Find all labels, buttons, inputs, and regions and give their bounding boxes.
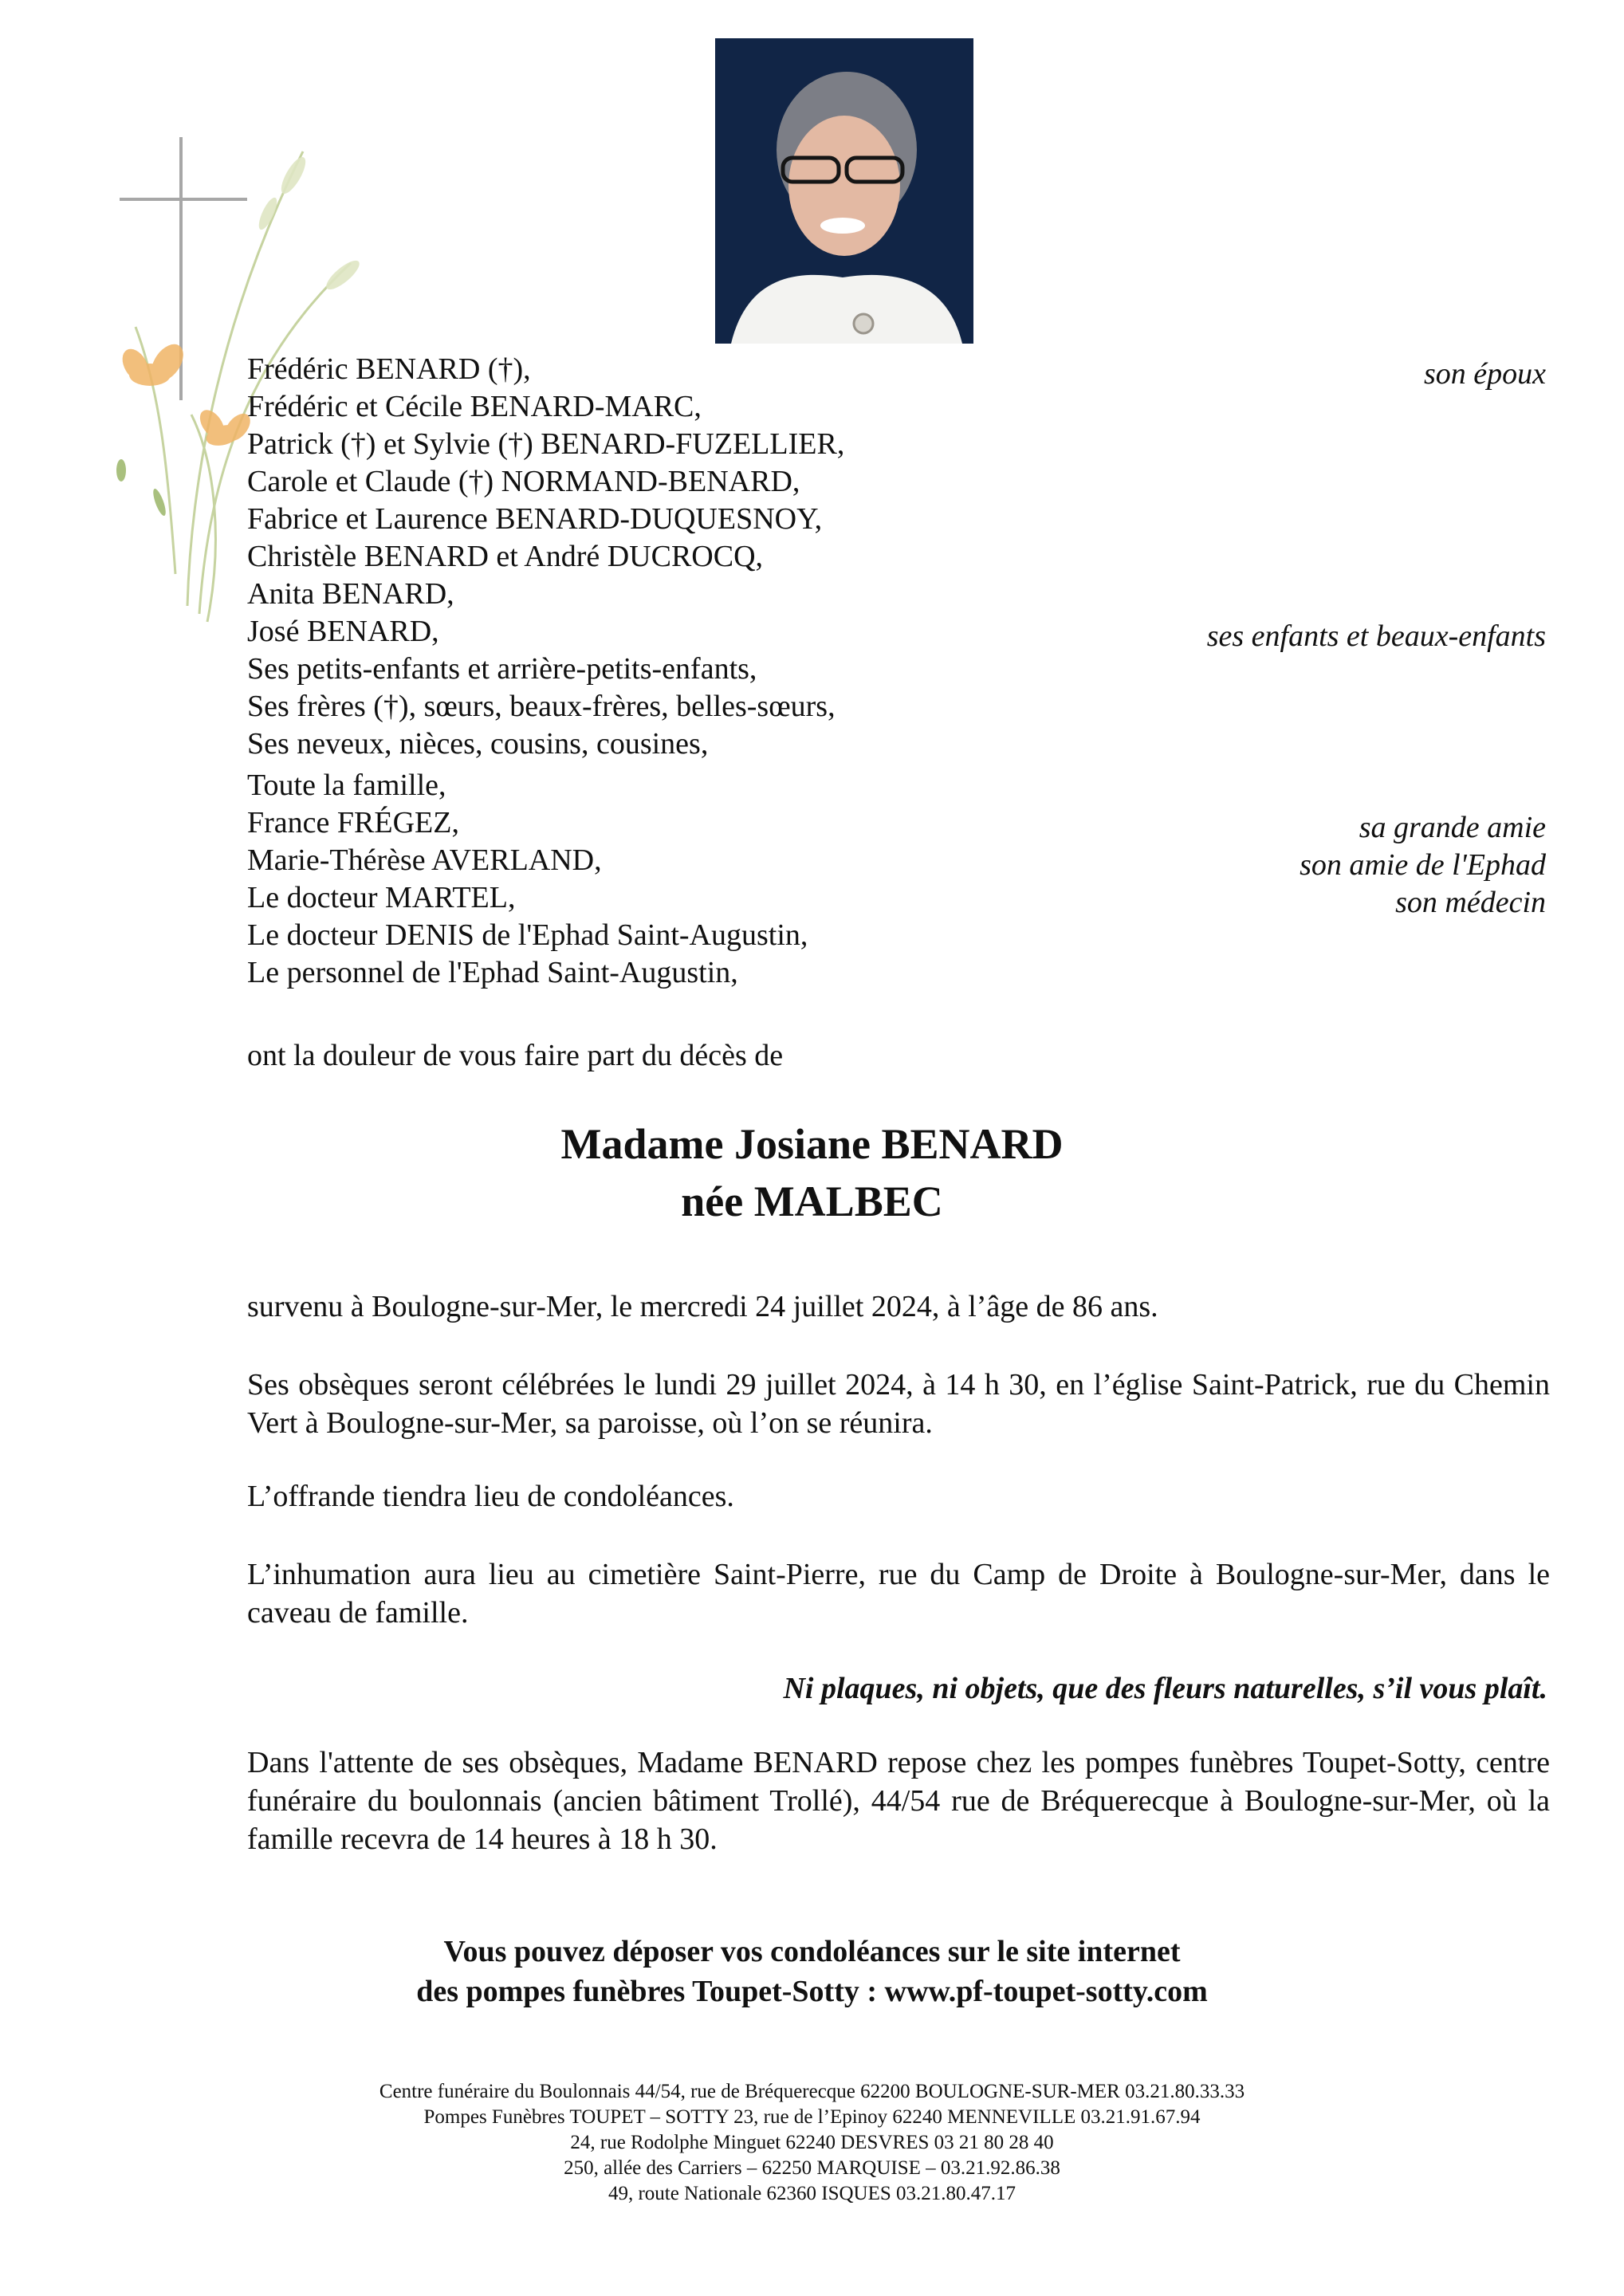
burial-paragraph: L’inhumation aura lieu au cimetière Saint-Pierre, rue du Camp de Droite à Boulogne-sur-Mer, dans le caveau de famille. [247,1558,1550,1630]
deceased-name: Madame Josiane BENARD [560,1120,1064,1168]
family-member: Ses frères (†), sœurs, beaux-frères, belles-sœurs, [247,690,836,723]
relation-friend: sa grande amie [1359,811,1546,844]
footer-address-line: Pompes Funèbres TOUPET – SOTTY 23, rue de l’Epinoy 62240 MENNEVILLE 03.21.91.67.94 [423,2106,1201,2128]
condolences-website-line-2: des pompes funèbres Toupet-Sotty : www.pf-toupet-sotty.com [416,1975,1208,2008]
family-member: Patrick (†) et Sylvie (†) BENARD-FUZELLIER, [247,427,845,461]
family-member: Frédéric BENARD (†), [247,352,531,386]
family-member: José BENARD, [247,615,439,648]
family-member: Anita BENARD, [247,577,454,611]
family-member: France FRÉGEZ, [247,806,459,839]
portrait-photo [715,38,973,344]
relation-spouse: son époux [1423,357,1546,391]
family-member: Toute la famille, [247,769,446,802]
rest-paragraph: Dans l'attente de ses obsèques, Madame BENARD repose chez les pompes funèbres Toupet-Sotty, centre funéraire du boulonnais (ancien bâtiment Trollé), 44/54 rue de Bréquerecque à Boulogne-sur-Mer, où la famille recevra de 14 heures à 18 h 30. [247,1746,1550,1856]
footer-address-line: 49, route Nationale 62360 ISQUES 03.21.80.47.17 [608,2183,1016,2204]
family-member: Fabrice et Laurence BENARD-DUQUESNOY, [247,502,823,536]
family-member: Le docteur MARTEL, [247,881,516,914]
deceased-maiden-name: née MALBEC [681,1177,943,1225]
family-member: Ses petits-enfants et arrière-petits-enfants, [247,652,757,686]
flowers-notice: Ni plaques, ni objets, que des fleurs naturelles, s’il vous plaît. [783,1672,1547,1705]
family-member: Le docteur DENIS de l'Ephad Saint-Augustin, [247,918,808,952]
relation-doctor: son médecin [1395,886,1546,919]
relation-ephad-friend: son amie de l'Ephad [1300,848,1546,882]
family-member: Christèle BENARD et André DUCROCQ, [247,540,764,573]
relation-children: ses enfants et beaux-enfants [1206,619,1546,653]
condolences-website-line-1: Vous pouvez déposer vos condoléances sur le site internet [443,1935,1181,1968]
death-paragraph: survenu à Boulogne-sur-Mer, le mercredi 24 juillet 2024, à l’âge de 86 ans. [247,1290,1158,1323]
announcement-line: ont la douleur de vous faire part du décès de [247,1039,784,1072]
footer-address-line: 250, allée des Carriers – 62250 MARQUISE – 03.21.92.86.38 [564,2157,1060,2179]
footer-address-line: Centre funéraire du Boulonnais 44/54, rue de Bréquerecque 62200 BOULOGNE-SUR-MER 03.21.80.33.33 [379,2081,1245,2102]
family-member: Ses neveux, nièces, cousins, cousines, [247,727,709,761]
family-member: Le personnel de l'Ephad Saint-Augustin, [247,956,738,989]
funeral-paragraph: Ses obsèques seront célébrées le lundi 29 juillet 2024, à 14 h 30, en l’église Saint-Patrick, rue du Chemin Vert à Boulogne-sur-Mer, sa paroisse, où l’on se réunira. [247,1368,1550,1440]
family-member: Marie-Thérèse AVERLAND, [247,843,602,877]
offering-paragraph: L’offrande tiendra lieu de condoléances. [247,1480,734,1513]
family-member: Carole et Claude (†) NORMAND-BENARD, [247,465,800,498]
family-member: Frédéric et Cécile BENARD-MARC, [247,390,702,423]
footer-address-line: 24, rue Rodolphe Minguet 62240 DESVRES 03 21 80 28 40 [570,2132,1054,2153]
